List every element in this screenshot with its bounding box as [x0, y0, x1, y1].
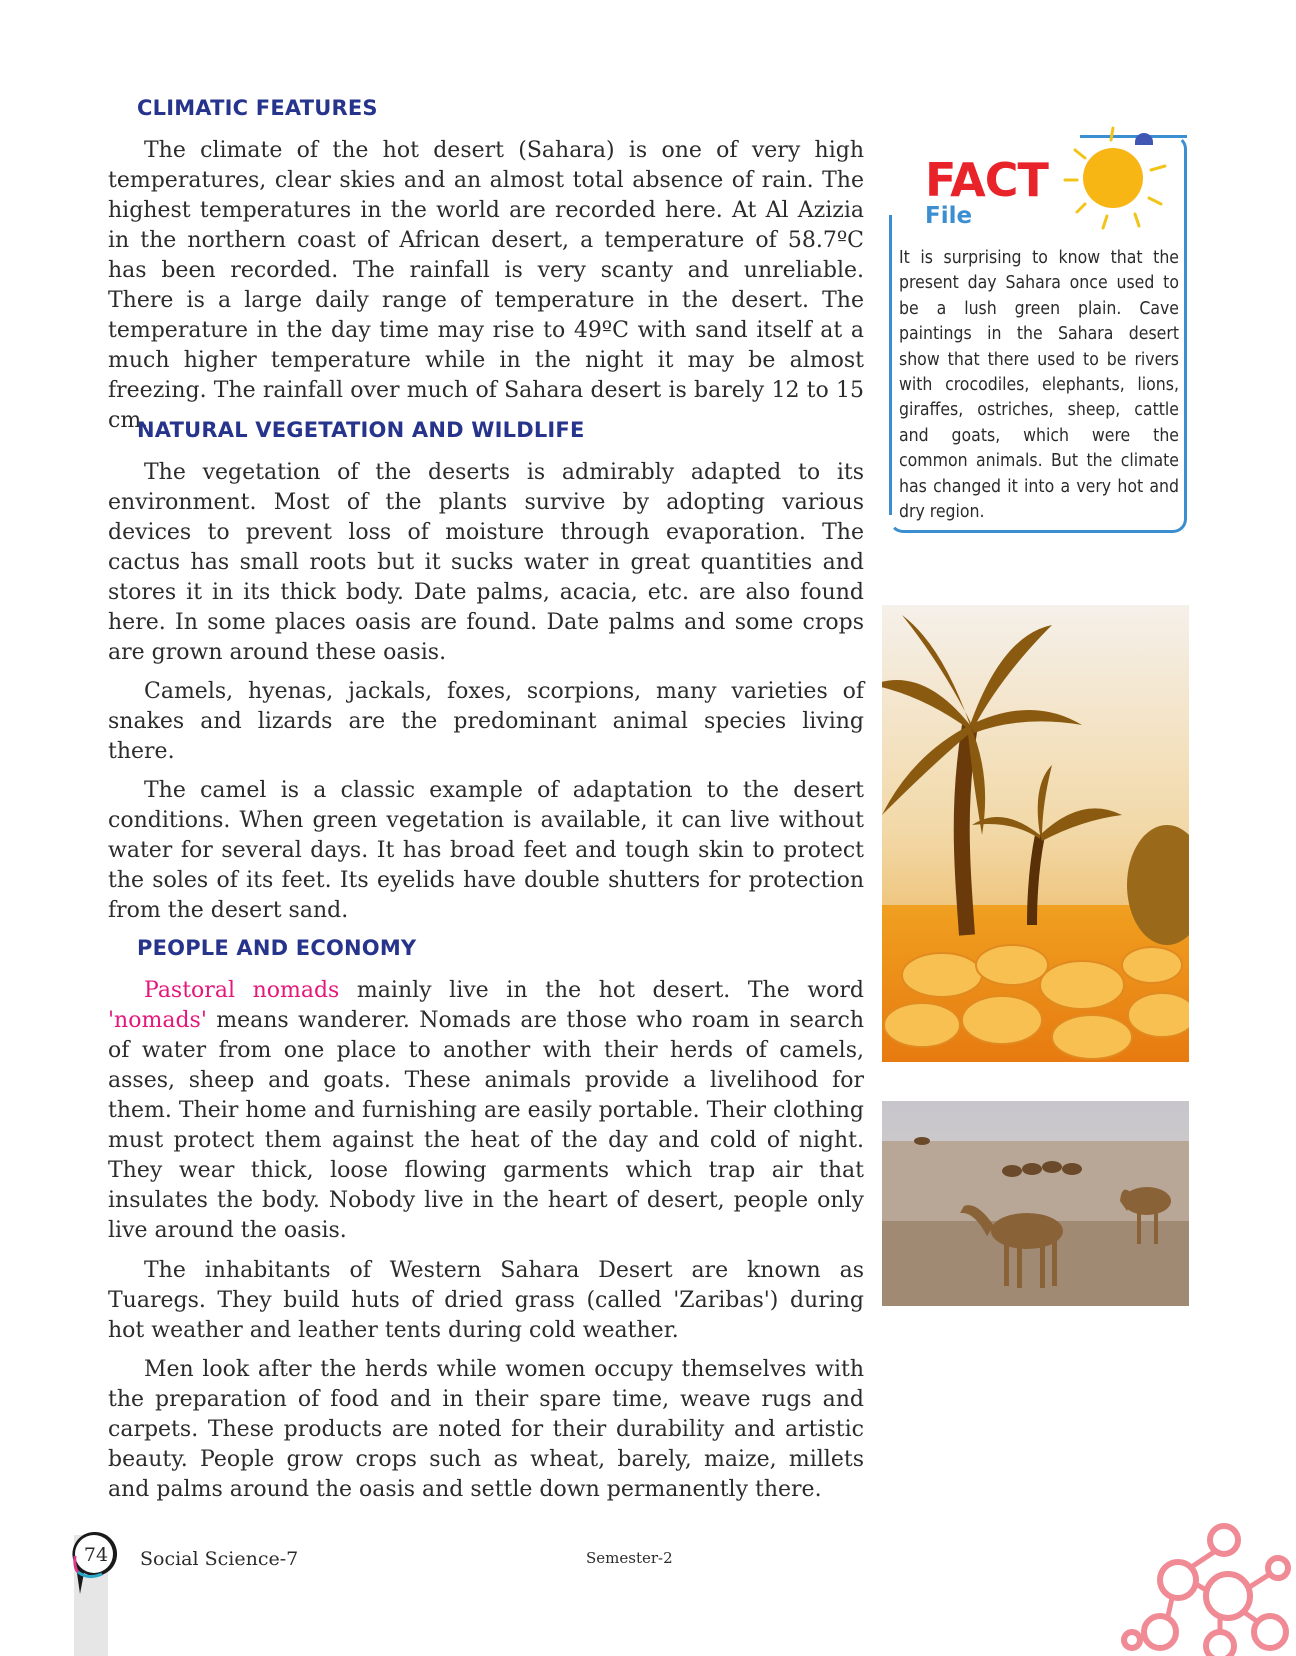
- fact-file-border-left: [889, 215, 892, 515]
- nomads-text-rest: means wanderer. Nomads are those who roam in search of water from one place to another with their herds of camels, asses, sheep and goats. These animals provide a livelihood for them. Their home and furnishing are easily portable. Their clothing must protect them against the heat of the day and cold of night. They wear thick, loose flowing garments which trap air that insulates the body. Nobody live in the heart of desert, people only live around the oasis.: [108, 1008, 864, 1243]
- paragraph-camel: The camel is a classic example of adaptation to the desert conditions. When green vegetation is available, it can live without water for several days. It has broad feet and tough skin to protect the soles of its feet. Its eyelids have double shutters for protection from the desert sand.: [108, 778, 864, 923]
- book-title: Social Science-7: [140, 1548, 299, 1570]
- paragraph-men-women: Men look after the herds while women occupy themselves with the preparation of food and in their spare time, weave rugs and carpets. These products are noted for their durability and artistic beauty. People grow crops such as wheat, barely, maize, millets and palms around the oasis and settle down permanently there.: [108, 1357, 864, 1502]
- paragraph-nomads: [108, 976, 864, 1246]
- sun-icon: [1055, 120, 1175, 235]
- paragraph-climate: The climate of the hot desert (Sahara) is one of very high temperatures, clear skies and an almost total absence of rain. The highest temperatures in the world are recorded here. At Al Azizia in the northern coast of African desert, a temperature of 58.7ºC has been recorded. The rainfall is very scanty and unreliable. There is a large daily range of temperature in the desert. The temperature in the day time may rise to 49ºC with sand itself at a much higher temperature while in the night it may be almost freezing. The rainfall over much of Sahara desert is barely 12 to 15 cm.: [108, 138, 864, 433]
- highlight-nomads-word: 'nomads': [108, 1008, 207, 1033]
- nomads-text-mid: mainly live in the hot desert. The word: [339, 978, 865, 1003]
- paragraph-vegetation: The vegetation of the deserts is admirably adapted to its environment. Most of the plants survive by adopting various devices to prevent loss of moisture through evaporation. The cactus has small roots but it sucks water in great quantities and stores it in its thick body. Date palms, acacia, etc. are also found here. In some places oasis are found. Date palms and some crops are grown around these oasis.: [108, 460, 864, 665]
- decorative-circles: [1120, 1520, 1296, 1656]
- heading-natural-vegetation: NATURAL VEGETATION AND WILDLIFE: [137, 418, 585, 442]
- semester-label: Semester-2: [586, 1549, 673, 1567]
- heading-people-economy: PEOPLE AND ECONOMY: [137, 936, 417, 960]
- fact-file-subtitle: File: [925, 203, 973, 229]
- camels-photo: [882, 1101, 1189, 1306]
- highlight-pastoral-nomads: Pastoral nomads: [144, 978, 340, 1003]
- heading-climatic-features: CLIMATIC FEATURES: [137, 96, 378, 120]
- fact-file-title: FACT: [925, 153, 1048, 207]
- fact-file-text: It is surprising to know that the present day Sahara once used to be a lush green plain. Cave paintings in the Sahara desert show that there used to be rivers with crocodiles, elephants, lions, giraffes, ostriches, sheep, cattle and goats, which were the common animals. But the climate has changed it into a very hot and dry region.: [899, 248, 1179, 523]
- desert-palm-photo: [882, 605, 1189, 1062]
- paragraph-tuaregs: The inhabitants of Western Sahara Desert are known as Tuaregs. They build huts of dried grass (called 'Zaribas') during hot weather and leather tents during cold weather.: [108, 1258, 864, 1343]
- paragraph-animals: Camels, hyenas, jackals, foxes, scorpions, many varieties of snakes and lizards are the predominant animal species living there.: [108, 679, 864, 764]
- page-number: 74: [83, 1544, 109, 1566]
